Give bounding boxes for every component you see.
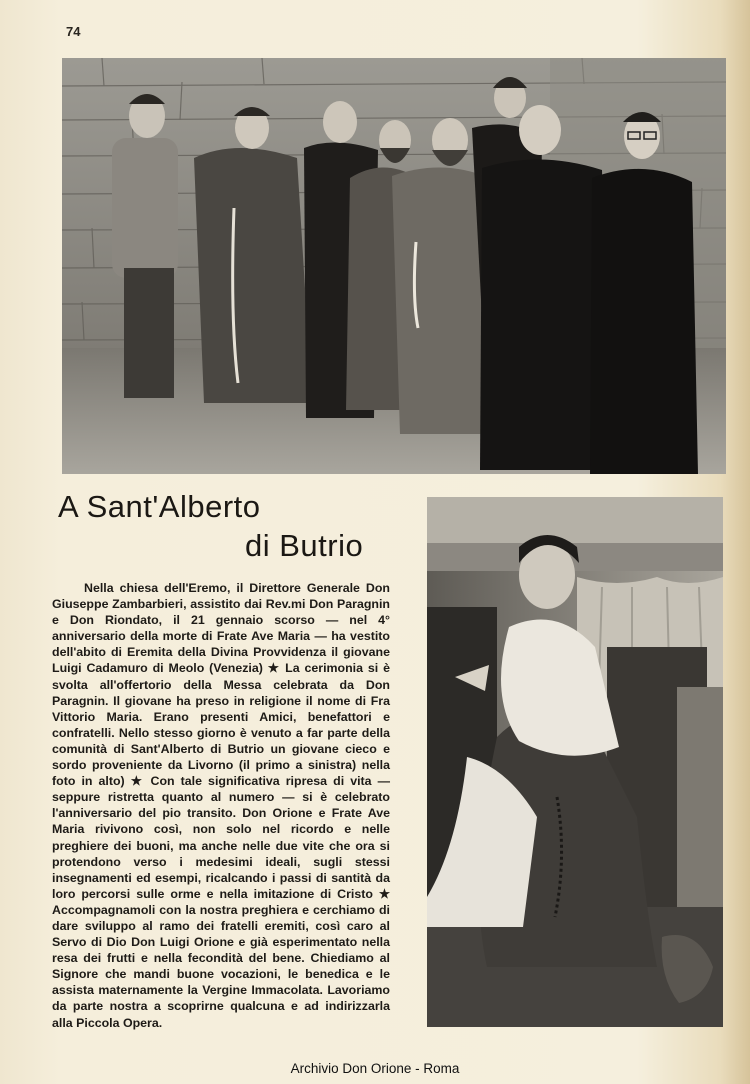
article-body xyxy=(52,580,390,1031)
page-number: 74 xyxy=(66,24,81,39)
article-paragraph: Nella chiesa dell'Eremo, il Direttore Generale Don Giuseppe Zambarbieri, assistito dai Rev.mi Don Paragnin e Don Riondato, il 21 gennaio scorso — nel 4° anniversario della morte di Frate Ave Maria — ha vestito dell'abito di Eremita della Divina Provvidenza il giovane Luigi Cadamuro di Meolo (Venezia) ★ La cerimonia si è svolta all'offertorio della Messa celebrata da Don Paragnin. Il giovane ha preso in religione il nome di Fra Vittorio Maria. Erano presenti Amici, benefattori e confratelli. Nello stesso giorno è venuto a far parte della comunità di Sant'Alberto di Butrio un giovane cieco e sordo proveniente da Livorno (il primo a sinistra) nella foto in alto) ★ Con tale significativa ripresa di vita — seppure ristretta quanto al numero — si è celebrato l'anniversario del pio transito. Don Orione e Frate Ave Maria rivivono così, non solo nel ricordo e nelle preghiere dei buoni, ma anche nelle due vite che ora si protendono verso i medesimi ideali, sugli stessi insegnamenti ed esempi, ricalcando i passi di santità da loro percorsi sulle orme e nella imitazione di Cristo ★ Accompagnamoli con la nostra preghiera e cerchiamo di dare sviluppo al ramo dei fratelli eremiti, così caro al Servo di Dio Don Luigi Orione e già esperimentato nella resa dei frutti e nella fecondità del bene. Chiediamo al Signore che mandi buone vocazioni, le benedica e le assista maternamente la Vergine Immacolata. Lavoriamo da parte nostra a scoprirne qualcuna e ad indirizzarla alla Piccola Opera. xyxy=(52,581,390,1030)
group-photo xyxy=(62,58,726,474)
archive-footer: Archivio Don Orione - Roma xyxy=(290,1061,460,1076)
novice-photo xyxy=(427,497,723,1027)
article-title-line-2: di Butrio xyxy=(245,528,364,563)
article-title-line-1: A Sant'Alberto xyxy=(58,489,261,524)
